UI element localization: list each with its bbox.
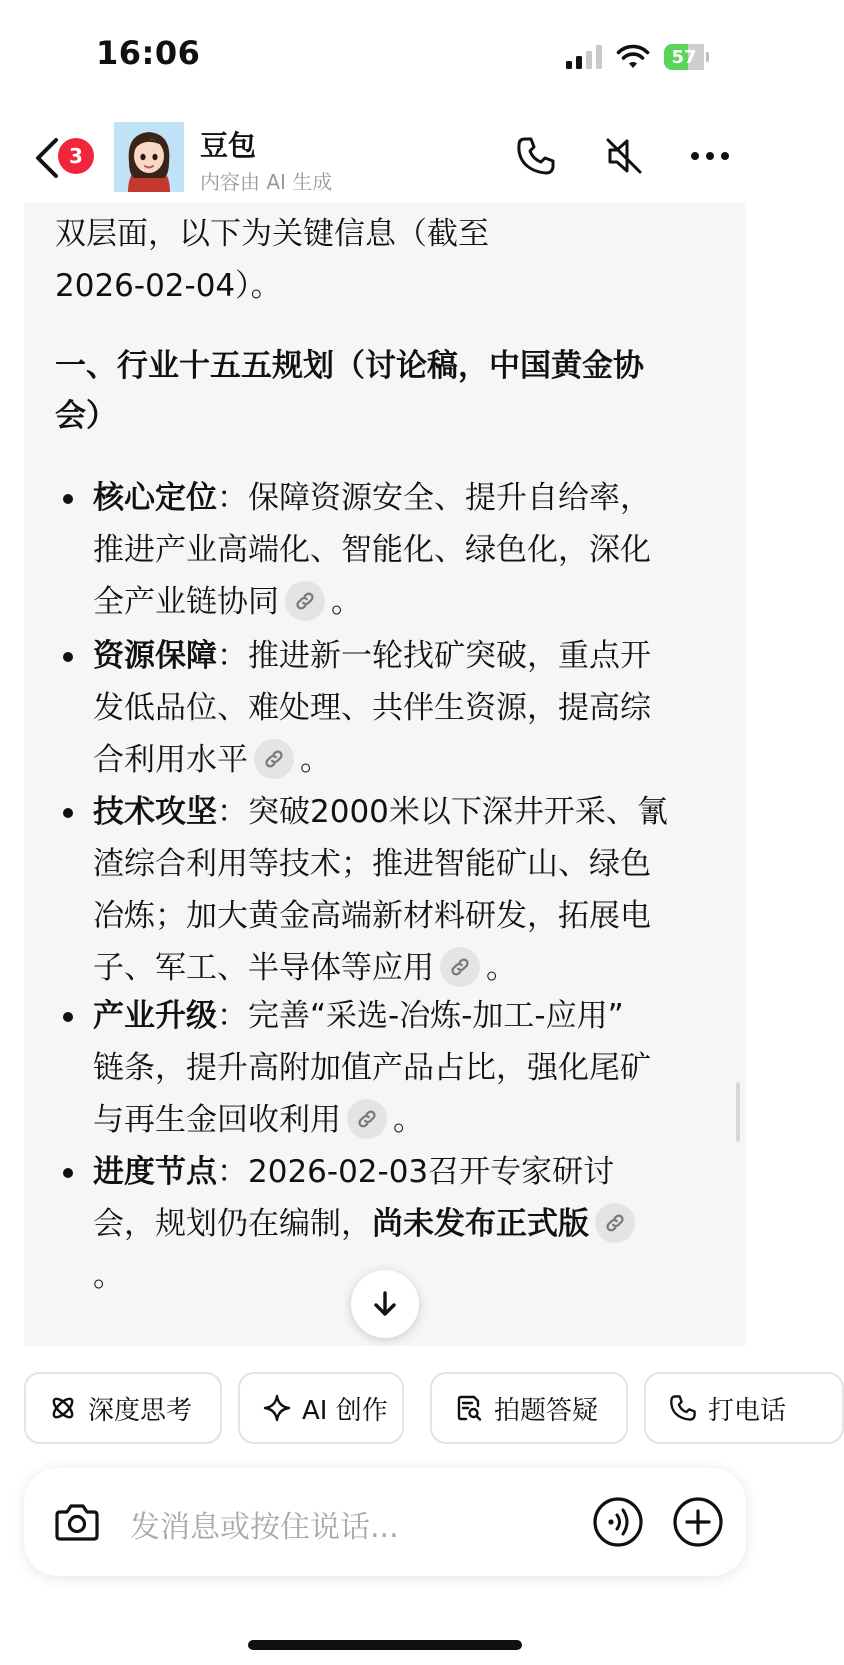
avatar[interactable] bbox=[114, 122, 184, 192]
more-icon[interactable] bbox=[688, 134, 732, 178]
camera-icon[interactable] bbox=[54, 1500, 100, 1544]
section-heading: 一、行业十五五规划（讨论稿，中国黄金协 bbox=[55, 348, 644, 384]
source-link-button[interactable] bbox=[347, 1099, 387, 1139]
status-icons bbox=[566, 40, 709, 74]
link-icon bbox=[294, 590, 316, 612]
battery-icon bbox=[664, 44, 709, 70]
source-link-button[interactable] bbox=[440, 947, 480, 987]
bullet bbox=[63, 652, 73, 662]
sparkle-icon bbox=[262, 1393, 292, 1423]
speaker-mute-icon[interactable] bbox=[602, 134, 646, 178]
source-link-button[interactable] bbox=[254, 739, 294, 779]
document-search-icon bbox=[454, 1393, 484, 1423]
plus-icon[interactable] bbox=[672, 1496, 724, 1548]
chat-header bbox=[0, 110, 769, 202]
bullet bbox=[63, 1012, 73, 1022]
scroll-to-bottom-button[interactable] bbox=[351, 1270, 419, 1338]
assistant-message: 双层面，以下为关键信息（截至 2026-02-04）。 一、行业十五五规划（讨论稿，中国黄金协 会） 核心定位：保障资源安全、提升自给率， 推进产业高端化、智能化、绿色化，深化 全产业链协同 。 资源保障：推进新一轮找矿突破，重点开 发低品位、难处理、共伴生资源，提高综 合利用水平 。 技术攻坚：突破2000米以下深井开采、氰 渣综合利用等技术；推进智能矿山、绿色 冶炼；加大黄金高端新材料研发，拓展电 子、军工、半导体等应用 。 产业升级：完善“采选-冶炼-加工-应用” 链条，提升高附加值产品占比，强化尾矿 与再生金回收利用 。 进度节点：2026-02-03召开专家研讨 会，规划仍在编制，尚未发布正式版 。 bbox=[24, 202, 746, 1346]
link-icon bbox=[604, 1212, 626, 1234]
quick-action-chips bbox=[24, 1372, 787, 1448]
item-title: 技术攻坚 bbox=[93, 794, 217, 830]
message-input[interactable]: 发消息或按住说话... bbox=[130, 1510, 399, 1545]
atom-icon bbox=[48, 1393, 78, 1423]
chip-deep-think[interactable]: 深度思考 bbox=[24, 1372, 222, 1444]
bot-name: 豆包 bbox=[200, 129, 257, 162]
item-title: 资源保障 bbox=[93, 638, 217, 674]
section-heading: 会） bbox=[55, 398, 117, 434]
chip-call[interactable]: 打电话 bbox=[644, 1372, 844, 1444]
item-title: 核心定位 bbox=[93, 480, 217, 516]
intro-line: 2026-02-04）。 bbox=[55, 268, 282, 304]
scrollbar[interactable] bbox=[736, 1082, 740, 1142]
bullet bbox=[63, 494, 73, 504]
item-title: 进度节点 bbox=[93, 1154, 217, 1190]
bot-subtitle: 内容由 AI 生成 bbox=[200, 170, 333, 194]
unread-badge: 3 bbox=[58, 138, 94, 174]
emphasis-text: 尚未发布正式版 bbox=[372, 1206, 589, 1242]
message-input-bar bbox=[24, 1468, 746, 1576]
source-link-button[interactable] bbox=[285, 581, 325, 621]
link-icon bbox=[263, 748, 285, 770]
chip-ai-create[interactable]: AI 创作 bbox=[238, 1372, 404, 1444]
source-link-button[interactable] bbox=[595, 1203, 635, 1243]
signal-icon bbox=[566, 45, 602, 69]
avatar-girl-icon bbox=[114, 122, 184, 192]
link-icon bbox=[449, 956, 471, 978]
arrow-down-icon bbox=[370, 1289, 400, 1319]
wifi-icon bbox=[616, 44, 650, 70]
bullet bbox=[63, 1168, 73, 1178]
battery-level: 57 bbox=[671, 46, 697, 68]
phone-icon bbox=[668, 1393, 698, 1423]
voice-input-icon[interactable] bbox=[592, 1496, 644, 1548]
bullet bbox=[63, 808, 73, 818]
intro-line: 双层面，以下为关键信息（截至 bbox=[55, 216, 489, 252]
chip-photo-question[interactable]: 拍题答疑 bbox=[430, 1372, 628, 1444]
phone-icon[interactable] bbox=[514, 134, 558, 178]
status-bar bbox=[0, 0, 769, 110]
link-icon bbox=[356, 1108, 378, 1130]
item-title: 产业升级 bbox=[93, 998, 217, 1034]
status-time: 16:06 bbox=[96, 34, 201, 72]
home-indicator[interactable] bbox=[248, 1640, 522, 1650]
